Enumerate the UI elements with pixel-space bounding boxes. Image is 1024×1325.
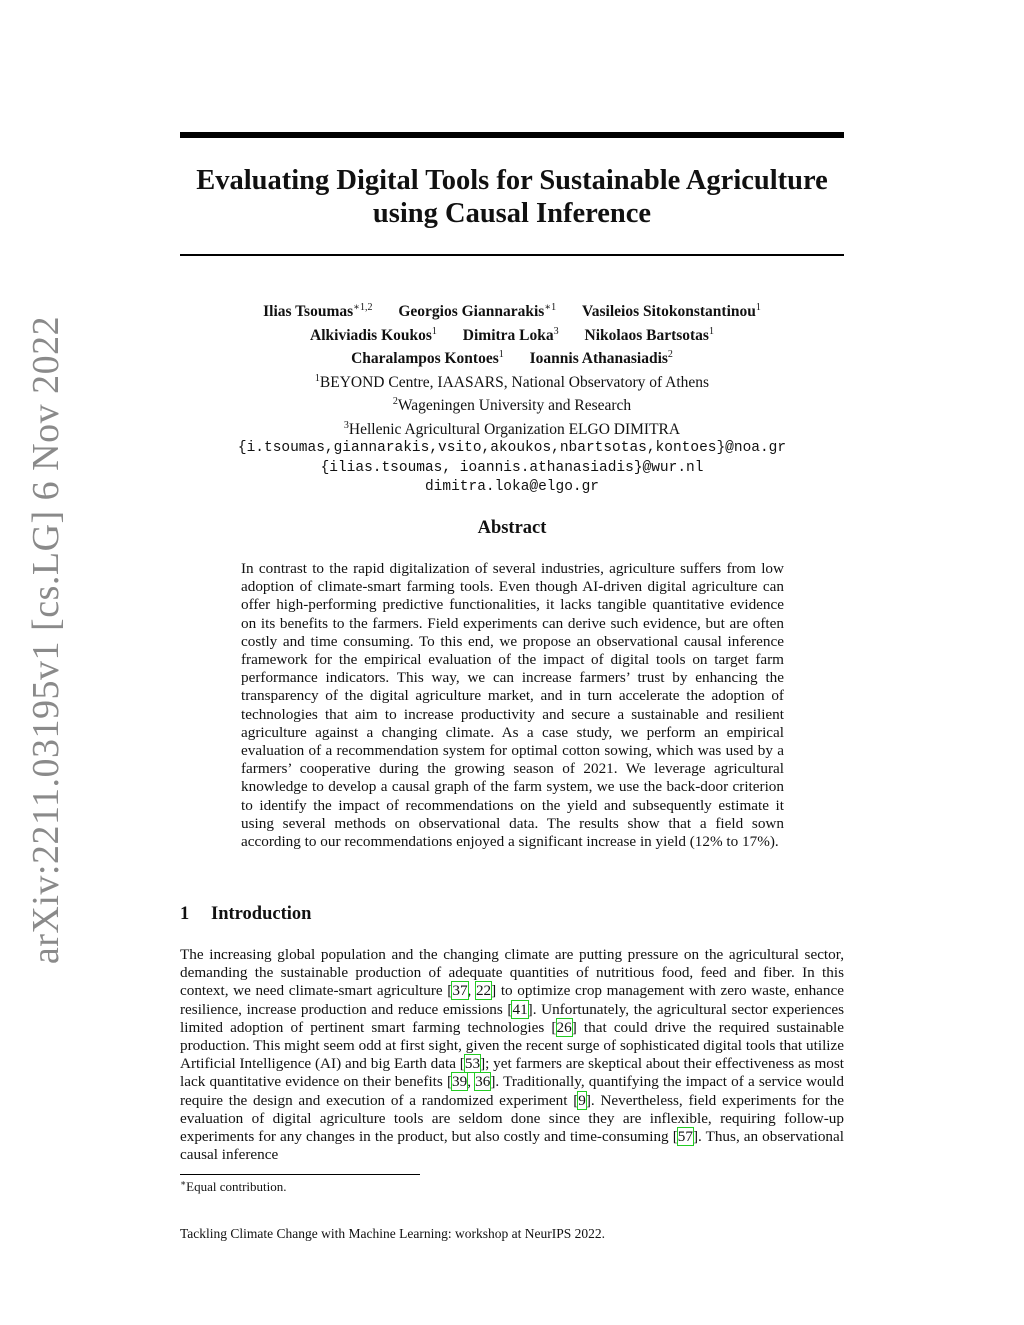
author-name: Ilias Tsoumas — [263, 303, 354, 320]
affiliation: $^3$Hellenic Agricultural Organization ELGO DIMITRA — [343, 419, 681, 438]
title-line-1: Evaluating Digital Tools for Sustainable Agriculture — [196, 165, 828, 196]
author-name: Ioannis Athanasiadis — [529, 350, 668, 367]
abstract-heading: Abstract — [477, 518, 547, 538]
author-sup: 1 — [708, 325, 714, 337]
arxiv-identifier: arXiv:2211.03195v1 [cs.LG] 6 Nov 2022 — [25, 315, 67, 965]
citation-link[interactable]: 41 — [512, 1000, 528, 1018]
author-sup: ∗1,2 — [353, 302, 373, 313]
author-name: Georgios Giannarakis — [398, 303, 545, 320]
section-number: 1 — [180, 904, 190, 924]
title-top-rule — [180, 132, 844, 138]
author-sup: ∗1 — [544, 302, 557, 313]
citation-link[interactable]: 9 — [578, 1091, 586, 1109]
citation-link[interactable]: 37 — [452, 982, 468, 1000]
footnote-text: Equal contribution. — [186, 1179, 287, 1194]
author-name: Charalampos Kontoes — [351, 350, 499, 367]
author-sup: 1 — [498, 349, 504, 360]
citation-link[interactable]: 26 — [556, 1018, 572, 1036]
abstract-text: In contrast to the rapid digitalization of several industries, agriculture suffers from low adoption of climate-smart farming tools. Even though AI-driven digital agriculture can offer high-performing predictive functionalities, it lacks tangible quantitative evidence on its benefits to the farmers. Field experiments can derive such evidence, but are often costly and time consuming. To this end, we propose an observational causal inference framework for the empirical evaluation of the impact of digital tools on target farm performance indicators. This way, we can increase farmers’ trust by enhancing the transparency of the digital agriculture market, and in turn accelerate the adoption of technologies that aim to increase productivity and secure a sustainable and resilient agriculture against a changing climate. As a case study, we perform an empirical evaluation of a recommendation system for optimal cotton sowing, which was used by a farmers’ cooperative during the growing season of 2021. We leverage agricultural knowledge to develop a causal graph of the farm system, we use the back-door criterion to identify the impact of recommendations on the yield and subsequently estimate it using several methods on observational data. The results show that a field sown according to our recommendations enjoyed a significant increase in yield (12% to 17%). — [241, 560, 784, 851]
author-sup: 3 — [553, 325, 559, 337]
author-sup: 2 — [667, 349, 673, 360]
citation-link[interactable]: 53 — [464, 1055, 481, 1073]
affiliation: $^1$BEYOND Centre, IAASARS, National Observatory of Athens — [314, 372, 710, 391]
citation-link[interactable]: 36 — [475, 1073, 491, 1091]
author-name: Vasileios Sitokonstantinou — [582, 303, 756, 320]
title-bottom-rule — [180, 254, 844, 256]
email-line[interactable]: dimitra.loka@elgo.gr — [424, 479, 600, 495]
paper-title — [180, 164, 844, 230]
author-sup: 1 — [755, 302, 761, 313]
footnote-rule — [180, 1174, 420, 1175]
author-line-2 — [180, 322, 844, 346]
author-line-3 — [180, 345, 844, 369]
email-line[interactable]: {i.tsoumas,giannarakis,vsito,akoukos,nbartsotas,kontoes}@noa.gr — [237, 440, 787, 456]
citation-link[interactable]: 39 — [452, 1073, 468, 1091]
section-title: Introduction — [211, 904, 312, 924]
footnote-marker: ∗ — [180, 1178, 187, 1188]
affiliation: $^2$Wageningen University and Research — [392, 396, 632, 414]
author-name: Nikolaos Bartsotas — [584, 326, 709, 344]
intro-paragraph: The increasing global population and the changing climate are putting pressure on the agricultural sector, demanding the sustainable production of adequate quantities of nutritious food, feed and fiber. In this context, we need climate-smart agriculture [37, 22] to optimize crop management with zero waste, enhance resilience, increase production and reduce emissions [41]. Unfortunately, the agricultural sector experiences limited adoption of pertinent smart farming technologies [26] that could drive the required sustainable production. This might seem odd at first sight, given the recent surge of sophisticated digital tools that utilize Artificial Intelligence (AI) and big Earth data [53]; yet farmers are skeptical about their effectiveness as most lack quantitative evidence on their benefits [39, 36]. Traditionally, quantifying the impact of a service would require the design and execution of a randomized experiment [9]. Nevertheless, field experiments for the evaluation of digital agriculture tools are seldom done since they are inflexible, requiring follow-up experiments for any changes in the product, but also costly and time-consuming [57]. Thus, an observational causal inference — [180, 946, 845, 1164]
footnote — [180, 1178, 287, 1195]
author-block — [180, 298, 844, 498]
author-name: Dimitra Loka — [462, 326, 554, 344]
citation-link[interactable]: 22 — [475, 982, 492, 1000]
author-name: Alkiviadis Koukos — [310, 326, 432, 344]
author-sup: 1 — [431, 325, 437, 337]
citation-link[interactable]: 57 — [677, 1128, 693, 1146]
section-heading — [180, 904, 311, 925]
author-line-1 — [180, 298, 844, 322]
title-line-2: using Causal Inference — [372, 198, 652, 229]
venue-note: Tackling Climate Change with Machine Learning: workshop at NeurIPS 2022. — [180, 1226, 605, 1241]
email-line[interactable]: {ilias.tsoumas, ioannis.athanasiadis}@wur.nl — [320, 459, 704, 476]
